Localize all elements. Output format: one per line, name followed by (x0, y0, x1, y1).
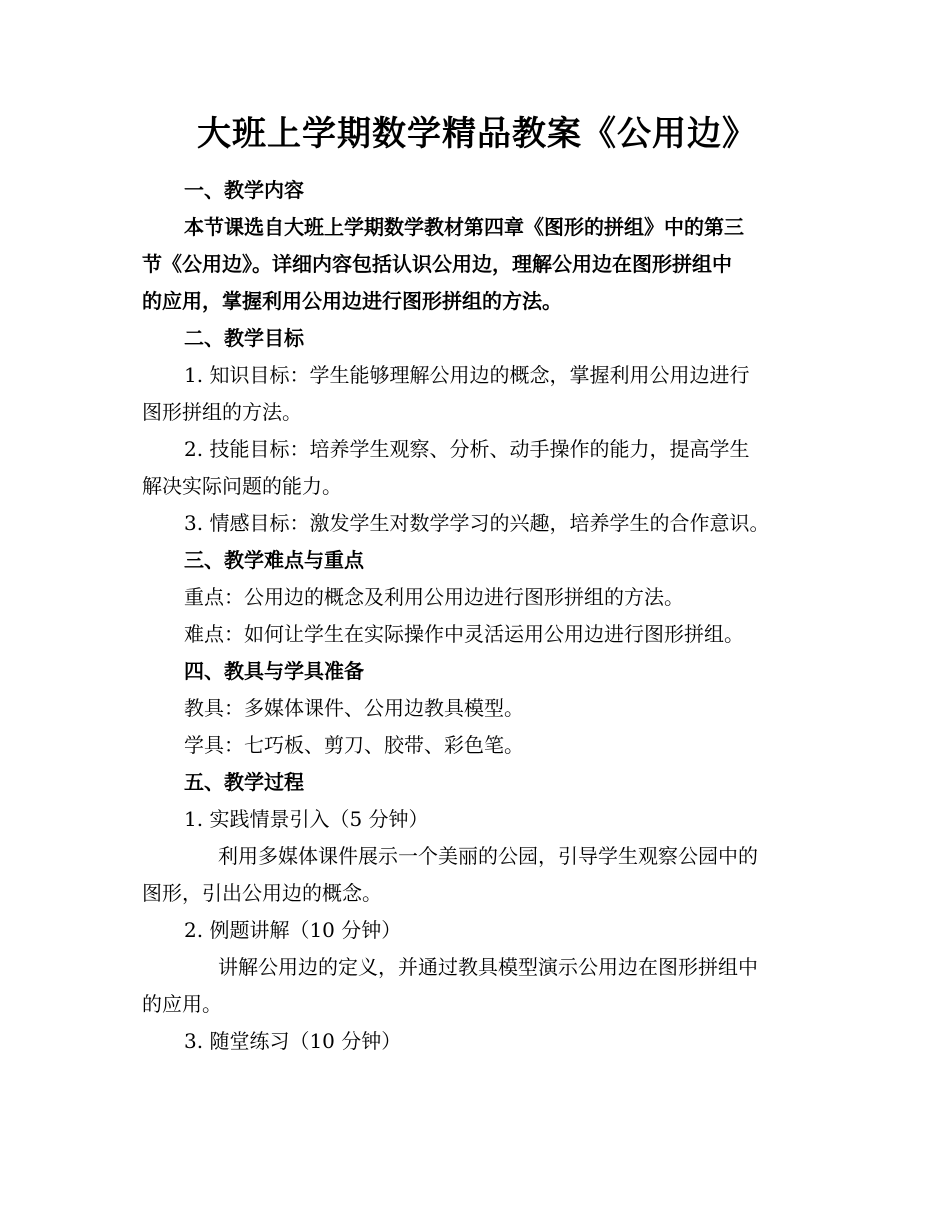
paragraph-line: 3. 情感目标：激发学生对数学学习的兴趣，培养学生的合作意识。 (184, 511, 770, 535)
paragraph-line: 讲解公用边的定义，并通过教具模型演示公用边在图形拼组中 (218, 955, 758, 979)
paragraph-line: 节《公用边》。详细内容包括认识公用边，理解公用边在图形拼组中 (142, 252, 732, 276)
paragraph-line: 2. 例题讲解（10 分钟） (184, 918, 402, 942)
paragraph-line: 2. 技能目标：培养学生观察、分析、动手操作的能力，提高学生 (184, 437, 750, 461)
document-title: 大班上学期数学精品教案《公用边》 (197, 114, 757, 154)
paragraph-line: 1. 实践情景引入（5 分钟） (184, 807, 429, 831)
paragraph-line: 利用多媒体课件展示一个美丽的公园，引导学生观察公园中的 (218, 844, 758, 868)
paragraph-line: 本节课选自大班上学期数学教材第四章《图形的拼组》中的第三 (184, 215, 744, 239)
section-heading-difficulties: 三、教学难点与重点 (184, 548, 364, 572)
section-heading-teaching-content: 一、教学内容 (184, 178, 304, 202)
paragraph-line: 教具：多媒体课件、公用边教具模型。 (184, 696, 524, 720)
section-heading-process: 五、教学过程 (184, 770, 304, 794)
paragraph-line: 图形拼组的方法。 (142, 400, 302, 424)
section-heading-materials: 四、教具与学具准备 (184, 659, 364, 683)
paragraph-line: 的应用，掌握利用公用边进行图形拼组的方法。 (142, 289, 562, 313)
paragraph-line: 1. 知识目标：学生能够理解公用边的概念，掌握利用公用边进行 (184, 363, 750, 387)
paragraph-line: 学具：七巧板、剪刀、胶带、彩色笔。 (184, 733, 524, 757)
paragraph-line: 的应用。 (142, 992, 222, 1016)
paragraph-line: 解决实际问题的能力。 (142, 474, 342, 498)
document-content (142, 108, 812, 1060)
section-heading-teaching-goals: 二、教学目标 (184, 326, 304, 350)
paragraph-line: 3. 随堂练习（10 分钟） (184, 1029, 402, 1053)
paragraph-line: 重点：公用边的概念及利用公用边进行图形拼组的方法。 (184, 585, 684, 609)
paragraph-line: 难点：如何让学生在实际操作中灵活运用公用边进行图形拼组。 (184, 622, 744, 646)
paragraph-line: 图形，引出公用边的概念。 (142, 881, 382, 905)
